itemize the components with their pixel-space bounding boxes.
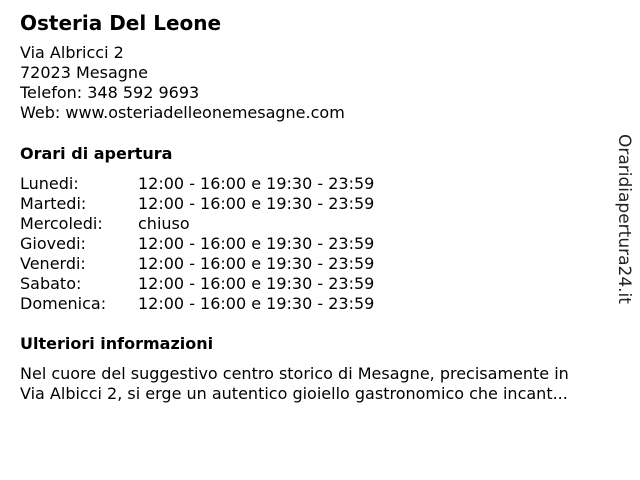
- day-label: Mercoledi:: [20, 214, 103, 233]
- phone-number[interactable]: Telefon: 348 592 9693: [20, 83, 200, 102]
- day-hours: chiuso: [138, 214, 190, 233]
- day-hours: 12:00 - 16:00 e 19:30 - 23:59: [138, 194, 375, 213]
- address-block: [20, 43, 345, 123]
- info-line: Nel cuore del suggestivo centro storico di Mesagne, precisamente in: [20, 364, 569, 383]
- info-line: Via Albicci 2, si erge un autentico gioiello gastronomico che incant...: [20, 384, 568, 403]
- city-postal: 72023 Mesagne: [20, 63, 148, 82]
- restaurant-name: Osteria Del Leone: [20, 11, 222, 35]
- additional-info-text: [20, 364, 620, 404]
- day-label: Lunedi:: [20, 174, 79, 193]
- day-label: Domenica:: [20, 294, 107, 313]
- website-link[interactable]: Web: www.osteriadelleonemesagne.com: [20, 103, 345, 122]
- day-hours: 12:00 - 16:00 e 19:30 - 23:59: [138, 274, 375, 293]
- day-label: Martedi:: [20, 194, 87, 213]
- day-label: Sabato:: [20, 274, 82, 293]
- additional-info-heading: Ulteriori informazioni: [20, 334, 214, 353]
- day-hours: 12:00 - 16:00 e 19:30 - 23:59: [138, 254, 375, 273]
- opening-hours-heading: Orari di apertura: [20, 144, 173, 163]
- site-brand-watermark: Oraridiapertura24.it: [614, 134, 634, 304]
- day-hours: 12:00 - 16:00 e 19:30 - 23:59: [138, 294, 375, 313]
- day-label: Venerdi:: [20, 254, 86, 273]
- day-label: Giovedi:: [20, 234, 86, 253]
- street-address: Via Albricci 2: [20, 43, 124, 62]
- day-hours: 12:00 - 16:00 e 19:30 - 23:59: [138, 234, 375, 253]
- day-hours: 12:00 - 16:00 e 19:30 - 23:59: [138, 174, 375, 193]
